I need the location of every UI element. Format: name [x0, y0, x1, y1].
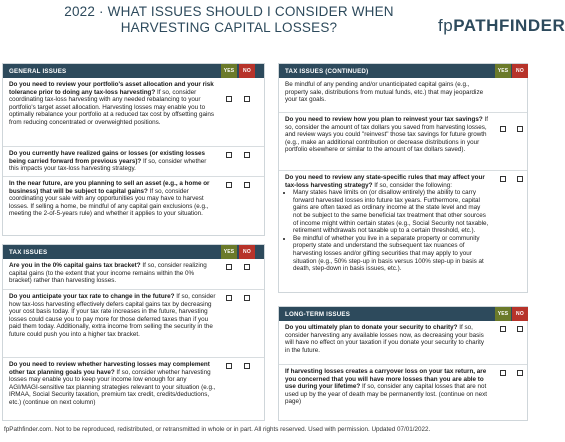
no-column-header: NO — [239, 245, 255, 259]
yes-checkbox[interactable] — [500, 176, 506, 182]
no-column-header: NO — [512, 64, 528, 78]
question-row — [279, 112, 527, 170]
no-checkbox[interactable] — [517, 126, 523, 132]
question-row — [279, 364, 527, 420]
no-checkbox[interactable] — [517, 326, 523, 332]
question-row — [3, 357, 264, 420]
intro-text: Be mindful of any pending and/or unanticipated capital gains (e.g., property sale, distributions from mutual funds, etc.) that may jeopardize your tax goals. — [285, 81, 484, 104]
yes-checkbox[interactable] — [500, 326, 506, 332]
section-header — [3, 245, 264, 259]
no-checkbox[interactable] — [244, 182, 250, 188]
brand-prefix: fp — [438, 16, 454, 35]
section-title: LONG-TERM ISSUES — [285, 311, 351, 318]
general-issues-section — [2, 63, 265, 236]
yes-checkbox[interactable] — [226, 363, 232, 369]
long-term-issues-section — [278, 306, 528, 421]
question-text: If harvesting losses creates a carryover loss on your tax return, are you concerned that you will have more losses than you are able to use during your lifetime? If so, consider any capital losses that are not used up by the year of death may be permanently lost. (continue on next page) — [285, 368, 487, 406]
no-checkbox[interactable] — [517, 176, 523, 182]
question-row — [3, 289, 264, 357]
question-text: Do you need to review any state-specific rules that may affect your tax-loss harvesting strategy? If so, consider the following: • Many states have limits on (or disallow entirely) the ability to carry forward harvested losses into future tax years. Furthermore, capital gains are often taxed as ordinary income at the state level and may not be subject to the same beneficial tax treatment that other sources of income might within certain states (e.g., Social Security not taxable, retirement withdrawals not taxable up to a certain threshold, etc.). • Be mindful of whether you live in a separate property or community property state and understand the subsequent tax nuances of harvesting losses and/or gifting securities that may apply to your situation (e.g., 50% step-up in basis versus 100% step-up in basis at death, step-down in basis issues, etc.). — [285, 174, 489, 273]
question-text: Do you need to review how you plan to reinvest your tax savings? If so, consider the amount of tax dollars you saved from harvesting losses, and review ways you could "reinvest" those tax savings for future growth (e.g., make an additional contribution or decrease distributions in your portfolio elsewhere or similar to the amount of tax dollars saved). — [285, 116, 488, 154]
question-row — [279, 321, 527, 364]
question-text: Do you ultimately plan to donate your security to charity? If so, consider harvesting any available losses now, as decreasing your basis will have no effect on your taxation if you donate your security to charity in the future. — [285, 324, 485, 354]
yes-column-header: YES — [221, 64, 237, 78]
no-checkbox[interactable] — [244, 295, 250, 301]
title-year: 2022 — [64, 4, 96, 19]
question-row — [279, 170, 527, 292]
brand-suffix: PATHFINDER — [453, 16, 565, 35]
bullet-item: • Many states have limits on (or disallow entirely) the ability to carry forward harvested losses into future tax years. Furthermore, capital gains are often taxed as ordinary income at the state level and may not be subject to the same beneficial tax treatment that other sources of income might within certain states (e.g., Social Security not taxable, retirement withdrawals not taxable up to a certain threshold, etc.). — [293, 189, 489, 235]
no-checkbox[interactable] — [244, 264, 250, 270]
no-column-header: NO — [239, 64, 255, 78]
section-header — [3, 64, 264, 78]
yes-checkbox[interactable] — [500, 126, 506, 132]
yes-checkbox[interactable] — [226, 182, 232, 188]
page-header — [0, 0, 565, 44]
yes-checkbox[interactable] — [226, 264, 232, 270]
tax-issues-section — [2, 244, 265, 421]
question-text: Do you currently have realized gains or losses (or existing losses being carried forward from previous years)? If so, consider whether this impacts your tax-loss harvesting strategy. — [9, 150, 207, 173]
question-text: Are you in the 0% capital gains tax bracket? If so, consider realizing capital gains (to the extent that your income remains within the 0% bracket) rather than harvesting losses. — [9, 262, 207, 285]
question-text: Do you need to review your portfolio's asset allocation and your risk tolerance prior to doing any tax-loss harvesting? If so, consider coordinating tax-loss harvesting with any needed rebalancing to your portfolio's target asset allocation. Harvesting losses may enable you to optimally rebalance your portfolio at a reduced tax cost by offsetting gains from reducing concentrated or overweighted positions. — [9, 81, 214, 126]
yes-column-header: YES — [495, 307, 511, 321]
yes-column-header: YES — [495, 64, 511, 78]
yes-checkbox[interactable] — [226, 295, 232, 301]
question-row — [3, 78, 264, 146]
question-row — [3, 146, 264, 176]
no-checkbox[interactable] — [244, 152, 250, 158]
no-checkbox[interactable] — [517, 370, 523, 376]
section-title: TAX ISSUES (CONTINUED) — [285, 68, 369, 75]
bullet-item: • Be mindful of whether you live in a separate property or community property state and understand the subsequent tax nuances of harvesting losses and/or gifting securities that may apply to your situation (e.g., 50% step-up in basis versus 100% step-up in basis at death, step-down in basis issues, etc.). — [293, 235, 489, 273]
yes-column-header: YES — [221, 245, 237, 259]
yes-checkbox[interactable] — [226, 152, 232, 158]
footer-text: fpPathfinder.com. Not to be reproduced, redistributed, or retransmitted in whole or in part. All rights reserved. Used with permission. Updated 07/01/2022. — [4, 426, 431, 433]
tax-issues-continued-section — [278, 63, 528, 293]
yes-checkbox[interactable] — [500, 370, 506, 376]
intro-row — [279, 78, 527, 112]
question-text: Do you need to review whether harvesting losses may complement other tax planning goals you have? If so, consider whether harvesting losses may enable you to keep your income low enough for any AGI/MAGI-sensitive tax planning strategies relevant to your situation (e.g., IRMAA, Social Security taxation, premium tax credit, credits/deductions, etc.) (continue on next column) — [9, 361, 216, 406]
section-title: GENERAL ISSUES — [9, 68, 67, 75]
question-row — [3, 259, 264, 289]
page-title — [64, 4, 394, 36]
title-text: · WHAT ISSUES SHOULD I CONSIDER WHEN HARVESTING CAPITAL LOSSES? — [99, 4, 394, 35]
question-row — [3, 176, 264, 235]
section-header — [279, 64, 527, 78]
question-text: Do you anticipate your tax rate to change in the future? If so, consider how tax-loss harvesting effectively defers capital gains tax by decreasing your cost basis today. If your tax rate increases in the future, harvesting losses could cause you to pay more for those deferred taxes than if you paid them today. Additionally, extra income from selling the security in the future could push you into a higher tax bracket. — [9, 293, 216, 338]
brand-logo — [438, 16, 565, 36]
section-title: TAX ISSUES — [9, 249, 48, 256]
no-checkbox[interactable] — [244, 96, 250, 102]
no-column-header: NO — [512, 307, 528, 321]
question-text: In the near future, are you planning to sell an asset (e.g., a home or business) that will be subject to capital gains? If so, consider coordinating your sale with any opportunities you may have to harvest losses. If selling a home, be mindful of any capital gain exclusions (e.g., meeting the 2-of-5-years rule) and whether it applies to your situation. — [9, 180, 210, 218]
yes-checkbox[interactable] — [226, 96, 232, 102]
no-checkbox[interactable] — [244, 363, 250, 369]
bullet-list — [285, 189, 489, 273]
section-header — [279, 307, 527, 321]
